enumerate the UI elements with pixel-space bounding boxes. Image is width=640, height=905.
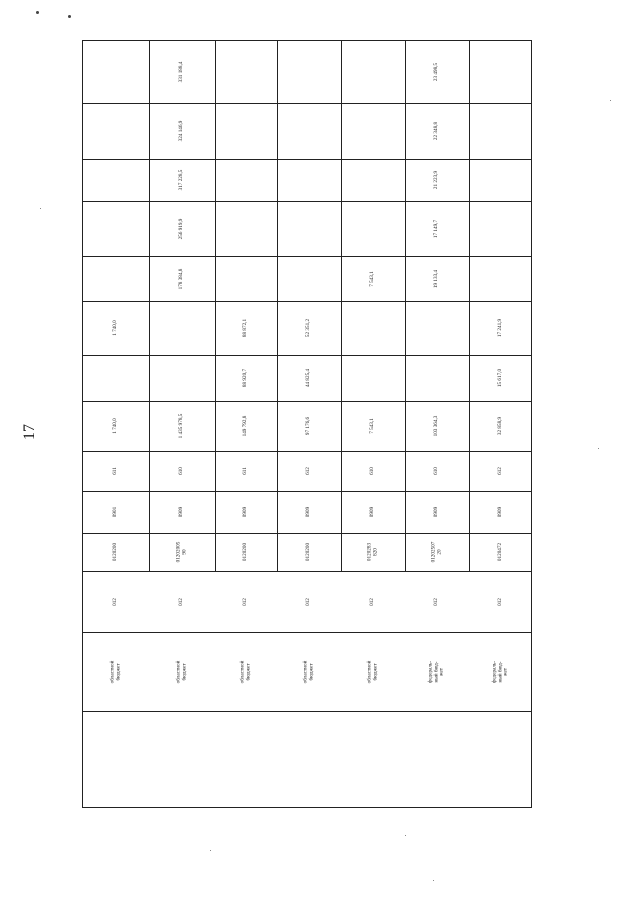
funding-source: федераль- ный бюд- жет: [491, 660, 509, 683]
row-divider: [83, 256, 531, 257]
target-article: 01202005 90: [175, 541, 187, 563]
section-code: 0901: [112, 506, 119, 518]
expense-type: 610: [369, 467, 376, 475]
amount-cell: 256 919,9: [178, 218, 185, 239]
budget-table: [82, 40, 532, 808]
amount-cell: 97 176,6: [305, 416, 312, 436]
section-code: 0909: [305, 506, 312, 518]
scan-mark: [36, 11, 39, 14]
expense-type: 610: [433, 467, 440, 475]
ministry-code: 012: [112, 597, 119, 606]
target-article: 0120200: [305, 542, 312, 562]
amount-cell: 149 792,8: [242, 415, 249, 437]
amount-cell: 17 149,7: [433, 219, 440, 238]
amount-cell: 19 133,4: [433, 269, 440, 288]
target-article: 0120200: [242, 542, 249, 562]
target-article: 0120200: [112, 542, 119, 562]
amount-cell: 178 384,8: [178, 268, 185, 289]
amount-cell: 1 435 978,5: [178, 413, 185, 439]
scan-speck: [598, 448, 599, 449]
section-code: 0909: [433, 506, 440, 518]
amount-cell: 324 146,9: [178, 120, 185, 142]
amount-cell: 23 498,5: [433, 62, 440, 82]
funding-source: федераль- ный бюд- жет: [427, 660, 445, 683]
funding-source: областной бюджет: [239, 660, 251, 683]
ministry-code: 012: [433, 597, 440, 606]
row-divider: [83, 301, 531, 302]
section-code: 0909: [497, 506, 504, 518]
funding-source: областной бюджет: [175, 660, 187, 683]
funding-source: областной бюджет: [366, 660, 378, 683]
row-divider: [83, 571, 531, 572]
expense-type: 612: [497, 467, 504, 475]
amount-cell: 88 920,7: [242, 368, 249, 388]
expense-type: 612: [305, 467, 312, 475]
row-divider: [83, 355, 531, 356]
amount-cell: 17 241,9: [497, 318, 504, 338]
amount-cell: 52 351,2: [305, 318, 312, 338]
row-divider: [83, 632, 531, 633]
expense-type: 611: [112, 467, 119, 475]
row-divider: [83, 491, 531, 492]
amount-cell: 103 364,3: [433, 415, 440, 437]
ministry-code: 012: [178, 597, 185, 606]
ministry-code: 012: [497, 597, 504, 606]
row-divider: [83, 201, 531, 202]
row-divider: [83, 533, 531, 534]
amount-cell: 7 543,1: [369, 418, 376, 434]
scan-speck: [405, 835, 406, 836]
expense-type: 610: [178, 467, 185, 475]
ministry-code: 012: [369, 597, 376, 606]
funding-source: областной бюджет: [109, 660, 121, 683]
amount-cell: 44 825,4: [305, 368, 312, 388]
amount-cell: 331 188,4: [178, 61, 185, 83]
amount-cell: 317 228,5: [178, 169, 185, 191]
ministry-code: 012: [242, 597, 249, 606]
amount-cell: 22 348,8: [433, 121, 440, 141]
row-divider: [83, 401, 531, 402]
scan-speck: [40, 208, 41, 209]
section-code: 0909: [178, 506, 185, 518]
target-article: 0120283 820: [366, 542, 378, 562]
scan-speck: [210, 850, 211, 851]
amount-cell: 1 740,0: [112, 320, 119, 336]
ministry-code: 012: [305, 597, 312, 606]
row-divider: [83, 103, 531, 104]
target-article: 01202507 20: [430, 541, 442, 563]
row-divider: [83, 159, 531, 160]
amount-cell: 1 740,0: [112, 418, 119, 434]
section-code: 0909: [369, 506, 376, 518]
amount-cell: 15 617,0: [497, 368, 504, 388]
target-article: 0120472: [497, 542, 504, 562]
section-code: 0909: [242, 506, 249, 518]
amount-cell: 21 223,9: [433, 170, 440, 190]
row-divider: [83, 451, 531, 452]
row-divider: [83, 711, 531, 712]
amount-cell: 32 858,9: [497, 416, 504, 436]
scan-speck: [610, 100, 611, 101]
amount-cell: 7 543,1: [369, 270, 376, 287]
expense-type: 611: [242, 467, 249, 475]
page-number: 17: [21, 424, 38, 440]
scan-mark: [68, 15, 71, 18]
funding-source: областной бюджет: [302, 660, 314, 683]
scan-speck: [433, 880, 434, 881]
amount-cell: 88 872,1: [242, 318, 249, 338]
